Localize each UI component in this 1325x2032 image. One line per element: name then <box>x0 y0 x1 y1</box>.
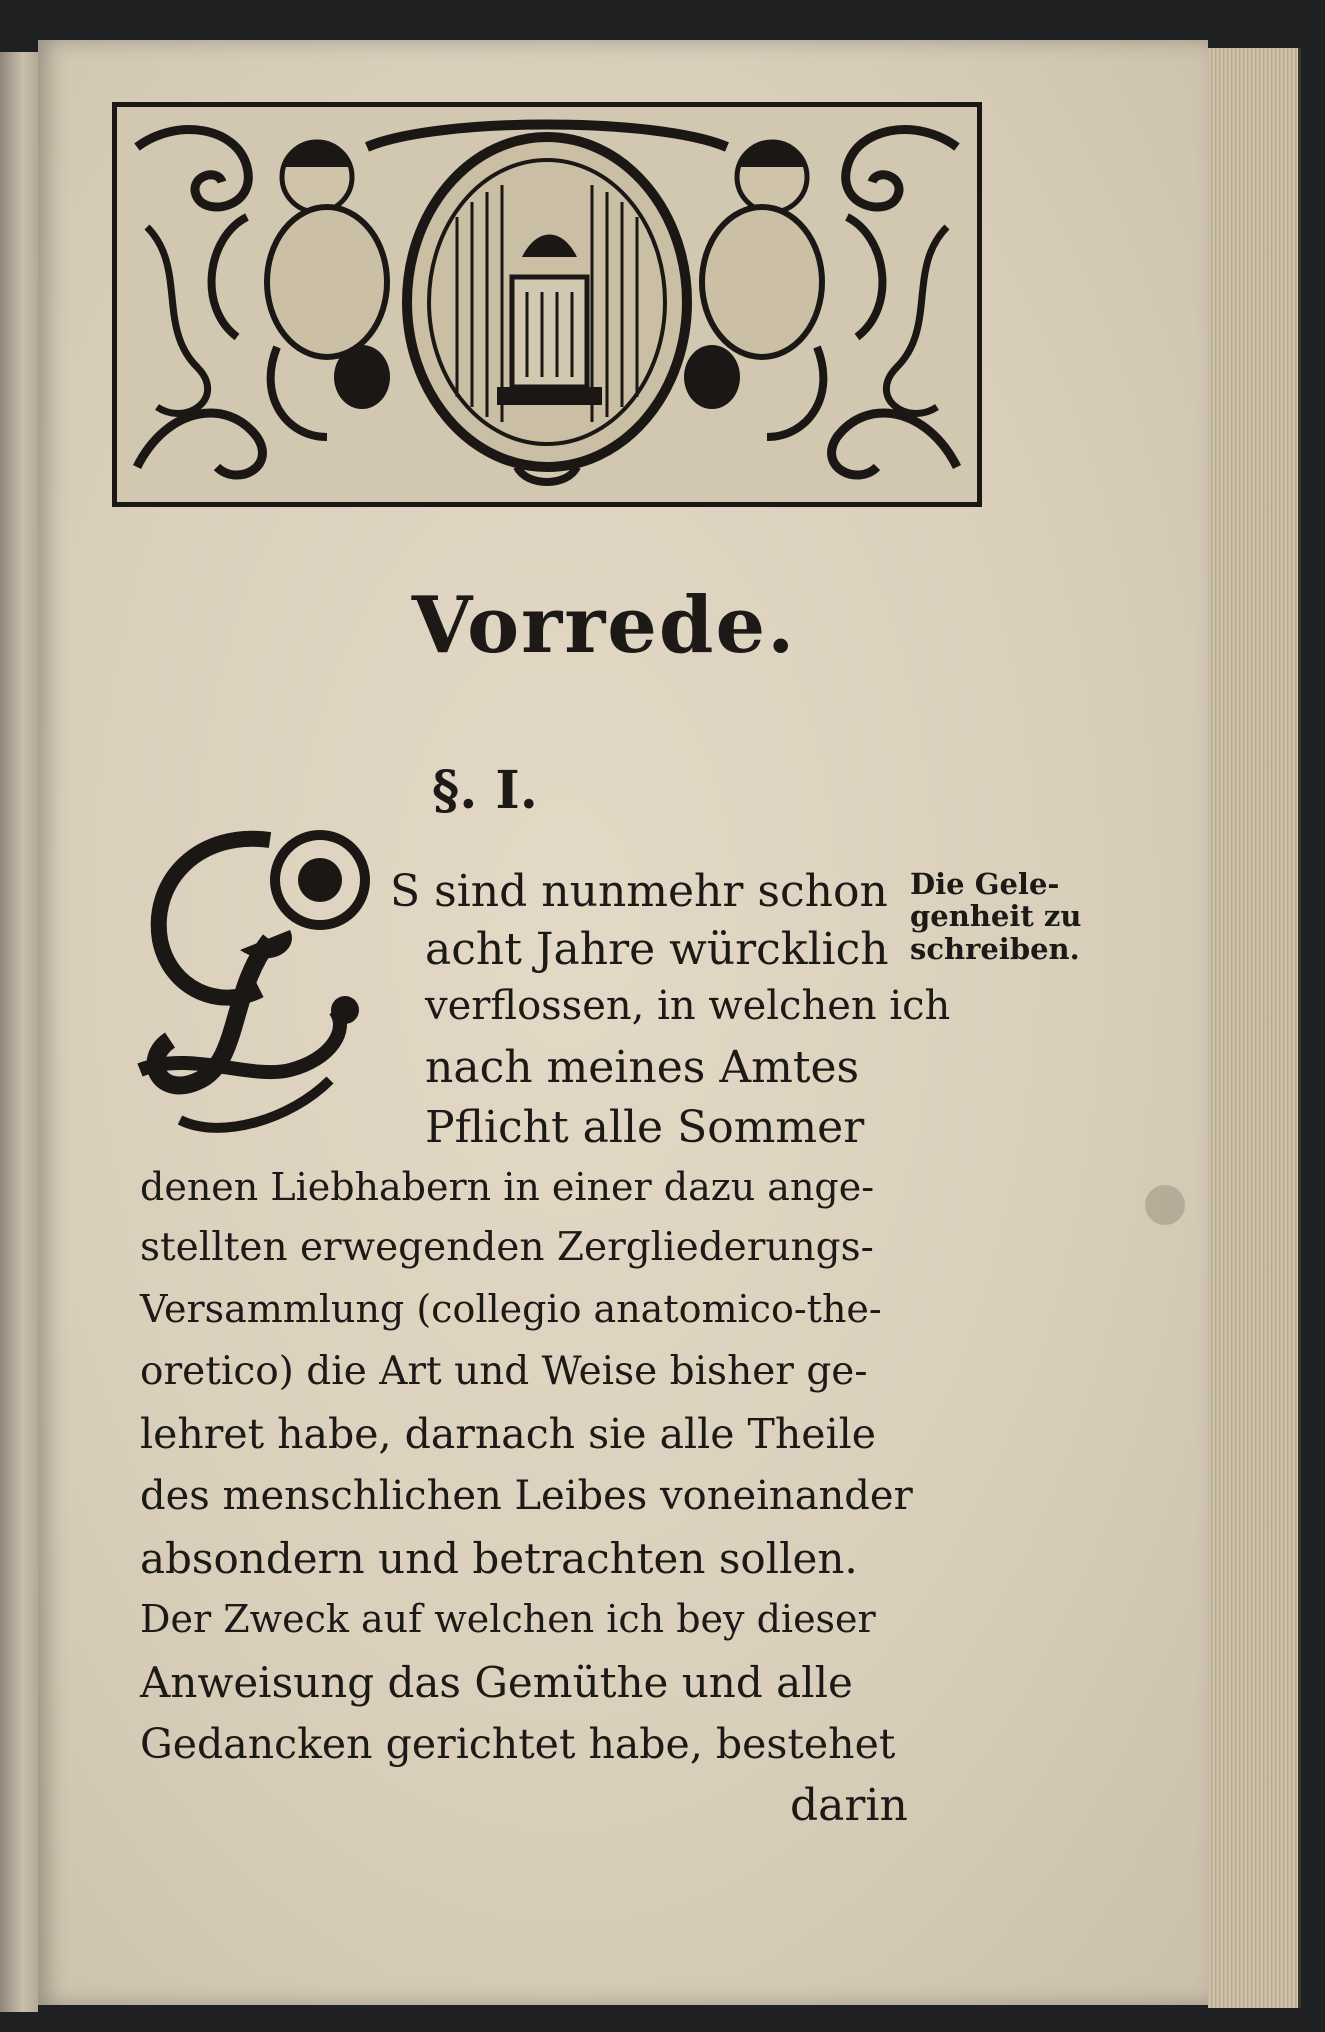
page-fore-edge <box>1208 48 1301 2008</box>
text-line-13: Der Zweck auf welchen ich bey dieser <box>140 1597 876 1641</box>
text-line-1: S sind nunmehr schon <box>390 866 888 917</box>
paper-stain <box>1145 1185 1185 1225</box>
page-title: Vorrede. <box>411 580 797 671</box>
text-line-5: Pflicht alle Sommer <box>425 1102 865 1153</box>
text-line-7: stellten erwegenden Zergliederungs- <box>140 1225 874 1270</box>
text-line-3: verflossen, in welchen ich <box>425 983 951 1029</box>
left-page-edge <box>0 52 38 2012</box>
text-line-11: des menschlichen Leibes voneinander <box>140 1473 913 1519</box>
text-line-14: Anweisung das Gemüthe und alle <box>140 1658 853 1707</box>
text-line-6: denen Liebhabern in einer dazu ange- <box>140 1165 875 1209</box>
margin-note <box>910 868 1095 965</box>
text-line-12: absondern und betrachten sollen. <box>140 1534 858 1583</box>
margin-note-line-3: schreiben. <box>910 931 1080 966</box>
text-line-4: nach meines Amtes <box>425 1042 860 1093</box>
margin-note-line-1: Die Gele- <box>910 867 1060 901</box>
margin-note-line-2: genheit zu <box>910 899 1082 934</box>
section-number: §. I. <box>432 760 538 821</box>
ornamental-headpiece <box>112 102 982 507</box>
text-line-2: acht Jahre würcklich <box>425 924 889 975</box>
text-line-16-catchword: darin <box>790 1780 908 1831</box>
text-line-10: lehret habe, darnach sie alle Theile <box>140 1410 877 1458</box>
headpiece-illustration <box>117 107 977 502</box>
text-line-9: oretico) die Art und Weise bisher ge- <box>140 1349 868 1394</box>
text-line-15: Gedancken gerichtet habe, bestehet <box>140 1720 896 1768</box>
text-line-8: Versammlung (collegio anatomico-the- <box>140 1287 882 1331</box>
